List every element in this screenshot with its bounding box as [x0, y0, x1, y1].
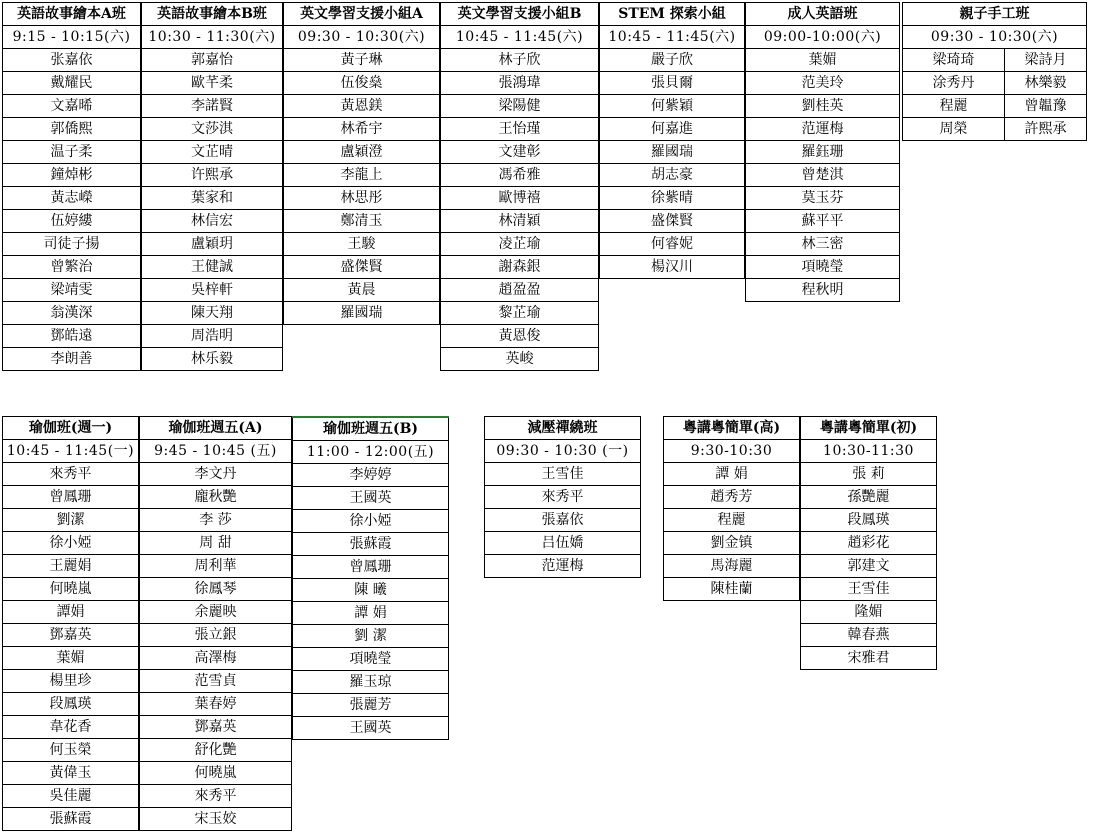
- student-name: 來秀平: [3, 463, 139, 486]
- student-name: 林思彤: [284, 187, 440, 210]
- student-name: 程秋明: [746, 279, 900, 302]
- student-name: 楊汉川: [600, 256, 745, 279]
- student-name: 高澤梅: [140, 647, 292, 670]
- student-name: 林信宏: [142, 210, 283, 233]
- student-name: 鄭清玉: [284, 210, 440, 233]
- student-name: 張貝爾: [600, 72, 745, 95]
- student-name: 胡志豪: [600, 164, 745, 187]
- student-name: 宋雅君: [801, 647, 937, 670]
- student-name: 周浩明: [142, 325, 283, 348]
- student-name: 司徒子揚: [3, 233, 141, 256]
- student-name: 余麗映: [140, 601, 292, 624]
- student-name: 鐘焯彬: [3, 164, 141, 187]
- student-name: 李文丹: [140, 463, 292, 486]
- student-name: 凌芷瑜: [441, 233, 599, 256]
- student-name: 趙彩花: [801, 532, 937, 555]
- student-name: 许熙承: [142, 164, 283, 187]
- student-name: 林樂毅: [1005, 72, 1087, 95]
- class-title: 親子手工班: [903, 3, 1087, 26]
- class-time: 10:45 - 11:45(六): [441, 26, 599, 49]
- student-name: 韓春燕: [801, 624, 937, 647]
- student-name: 林清穎: [441, 210, 599, 233]
- student-name: 文芷晴: [142, 141, 283, 164]
- student-name: 李朗善: [3, 348, 141, 371]
- class-title: 英文學習支援小組B: [441, 3, 599, 26]
- student-name: 梁靖雯: [3, 279, 141, 302]
- student-name: 趙秀芳: [664, 486, 800, 509]
- student-name: 翁漢深: [3, 302, 141, 325]
- student-name: 張立銀: [140, 624, 292, 647]
- table-class-top-3: [440, 2, 599, 371]
- student-name: 梁詩月: [1005, 49, 1087, 72]
- student-name: 何嘉進: [600, 118, 745, 141]
- student-name: 王國英: [293, 717, 449, 740]
- student-name: 蘇平平: [746, 210, 900, 233]
- student-name: 張鴻瑋: [441, 72, 599, 95]
- student-name: 鄧皓遠: [3, 325, 141, 348]
- student-name: 來秀平: [485, 486, 641, 509]
- student-name: 何曉嵐: [3, 578, 139, 601]
- student-name: 張蘇霞: [3, 808, 139, 831]
- student-name: 張 莉: [801, 463, 937, 486]
- student-name: 葉媚: [746, 49, 900, 72]
- class-title: 瑜伽班週五(A): [140, 417, 292, 440]
- student-name: 郭嘉怡: [142, 49, 283, 72]
- student-name: 林希宇: [284, 118, 440, 141]
- student-name: 吕伍嬌: [485, 532, 641, 555]
- student-name: 龐秋艷: [140, 486, 292, 509]
- table-class-top-0: [2, 2, 141, 371]
- table-class-bottom-1: [139, 416, 292, 831]
- student-name: 周 甜: [140, 532, 292, 555]
- student-name: 温子柔: [3, 141, 141, 164]
- student-name: 盛傑賢: [284, 256, 440, 279]
- class-title: 英文學習支援小組A: [284, 3, 440, 26]
- student-name: 范美玲: [746, 72, 900, 95]
- student-name: 鄧嘉英: [140, 716, 292, 739]
- student-name: 莫玉芬: [746, 187, 900, 210]
- student-name: 謝森銀: [441, 256, 599, 279]
- student-name: 陳天翔: [142, 302, 283, 325]
- student-name: 黃志嶸: [3, 187, 141, 210]
- table-class-top-2: [283, 2, 440, 325]
- student-name: 鄧嘉英: [3, 624, 139, 647]
- student-name: 馬海麗: [664, 555, 800, 578]
- student-name: 劉潔: [3, 509, 139, 532]
- student-name: 宋玉姣: [140, 808, 292, 831]
- student-name: 韋花香: [3, 716, 139, 739]
- student-name: 梁陽健: [441, 95, 599, 118]
- student-name: 黃子琳: [284, 49, 440, 72]
- student-name: 曾繁治: [3, 256, 141, 279]
- student-name: 段鳳瑛: [801, 509, 937, 532]
- student-name: 郭建文: [801, 555, 937, 578]
- student-name: 盛傑賢: [600, 210, 745, 233]
- student-name: 徐鳳琴: [140, 578, 292, 601]
- class-title: 減壓禪繞班: [485, 417, 641, 440]
- student-name: 歐博禧: [441, 187, 599, 210]
- student-name: 來秀平: [140, 785, 292, 808]
- table-class-bottom-0: [2, 416, 139, 831]
- student-name: 舒化艷: [140, 739, 292, 762]
- student-name: 項曉瑩: [293, 648, 449, 671]
- student-name: 徐小婭: [3, 532, 139, 555]
- class-time: 9:30-10:30: [664, 440, 800, 463]
- student-name: 何曉嵐: [140, 762, 292, 785]
- student-name: 盧穎澄: [284, 141, 440, 164]
- student-name: 程麗: [903, 95, 1005, 118]
- student-name: 吳佳麗: [3, 785, 139, 808]
- student-name: 范雪貞: [140, 670, 292, 693]
- student-name: 王國英: [293, 487, 449, 510]
- student-name: 劉金镇: [664, 532, 800, 555]
- student-name: 伍俊燊: [284, 72, 440, 95]
- student-name: 段鳳瑛: [3, 693, 139, 716]
- table-class-bottom-2: [292, 416, 449, 740]
- student-name: 羅國瑞: [284, 302, 440, 325]
- student-name: 劉桂英: [746, 95, 900, 118]
- class-time: 10:30-11:30: [801, 440, 937, 463]
- student-name: 葉春婷: [140, 693, 292, 716]
- student-name: 曾韞豫: [1005, 95, 1087, 118]
- student-name: 陳 曦: [293, 579, 449, 602]
- student-name: 文建彰: [441, 141, 599, 164]
- student-name: 嚴子欣: [600, 49, 745, 72]
- class-time: 11:00 - 12:00(五): [293, 441, 449, 464]
- student-name: 周榮: [903, 118, 1005, 141]
- student-name: 英峻: [441, 348, 599, 371]
- class-title: STEM 探索小組: [600, 3, 745, 26]
- student-name: 李 莎: [140, 509, 292, 532]
- student-name: 許熙承: [1005, 118, 1087, 141]
- student-name: 黃晨: [284, 279, 440, 302]
- student-name: 梁琦琦: [903, 49, 1005, 72]
- student-name: 葉媚: [3, 647, 139, 670]
- student-name: 羅國瑞: [600, 141, 745, 164]
- student-name: 何玉榮: [3, 739, 139, 762]
- table-class-top-5: [745, 2, 900, 302]
- student-name: 周利華: [140, 555, 292, 578]
- student-name: 戴耀民: [3, 72, 141, 95]
- student-name: 李諾賢: [142, 95, 283, 118]
- student-name: 盧穎玥: [142, 233, 283, 256]
- student-name: 黃恩俊: [441, 325, 599, 348]
- student-name: 林三密: [746, 233, 900, 256]
- class-title: 英語故事繪本A班: [3, 3, 141, 26]
- student-name: 曾鳳珊: [293, 556, 449, 579]
- student-name: 孫艷麗: [801, 486, 937, 509]
- class-title: 英語故事繪本B班: [142, 3, 283, 26]
- class-time: 10:45 - 11:45(一): [3, 440, 139, 463]
- table-class-bottom-4: [663, 416, 800, 601]
- class-time: 9:15 - 10:15(六): [3, 26, 141, 49]
- student-name: 黃偉玉: [3, 762, 139, 785]
- class-time: 09:30 - 10:30(六): [284, 26, 440, 49]
- student-name: 曾楚淇: [746, 164, 900, 187]
- student-name: 何紫穎: [600, 95, 745, 118]
- student-name: 王怡瑾: [441, 118, 599, 141]
- student-name: 程麗: [664, 509, 800, 532]
- class-time: 09:30 - 10:30(六): [903, 26, 1087, 49]
- table-craft-class: [902, 2, 1087, 141]
- class-title: 瑜伽班週五(B): [293, 417, 449, 441]
- student-name: 徐紫晴: [600, 187, 745, 210]
- student-name: 黎芷瑜: [441, 302, 599, 325]
- table-class-top-4: [599, 2, 745, 279]
- class-title: 成人英語班: [746, 3, 900, 26]
- student-name: 葉家和: [142, 187, 283, 210]
- student-name: 徐小婭: [293, 510, 449, 533]
- class-time: 10:45 - 11:45(六): [600, 26, 745, 49]
- student-name: 張麗芳: [293, 694, 449, 717]
- student-name: 范運梅: [746, 118, 900, 141]
- student-name: 张嘉依: [3, 49, 141, 72]
- student-name: 曾鳳珊: [3, 486, 139, 509]
- student-name: 林子欣: [441, 49, 599, 72]
- student-name: 王健誠: [142, 256, 283, 279]
- student-name: 劉 潔: [293, 625, 449, 648]
- student-name: 項曉瑩: [746, 256, 900, 279]
- student-name: 羅鈺珊: [746, 141, 900, 164]
- student-name: 譚娟: [3, 601, 139, 624]
- student-name: 譚 娟: [664, 463, 800, 486]
- table-class-top-1: [141, 2, 283, 371]
- class-time: 9:45 - 10:45 (五): [140, 440, 292, 463]
- class-time: 09:30 - 10:30 (一): [485, 440, 641, 463]
- student-name: 譚 娟: [293, 602, 449, 625]
- student-name: 隆媚: [801, 601, 937, 624]
- student-name: 王雪佳: [485, 463, 641, 486]
- student-name: 馮希雅: [441, 164, 599, 187]
- student-name: 李婷婷: [293, 464, 449, 487]
- student-name: 張嘉依: [485, 509, 641, 532]
- student-name: 王雪佳: [801, 578, 937, 601]
- student-name: 何睿妮: [600, 233, 745, 256]
- student-name: 范運梅: [485, 555, 641, 578]
- student-name: 陳桂蘭: [664, 578, 800, 601]
- class-time: 10:30 - 11:30(六): [142, 26, 283, 49]
- student-name: 文嘉晞: [3, 95, 141, 118]
- student-name: 黃恩鎂: [284, 95, 440, 118]
- student-name: 伍婷縷: [3, 210, 141, 233]
- student-name: 楊里珍: [3, 670, 139, 693]
- student-name: 郭僑熙: [3, 118, 141, 141]
- student-name: 文莎淇: [142, 118, 283, 141]
- student-name: 王駿: [284, 233, 440, 256]
- table-class-bottom-3: [484, 416, 641, 578]
- class-title: 瑜伽班(週一): [3, 417, 139, 440]
- student-name: 吳梓軒: [142, 279, 283, 302]
- student-name: 張蘇霞: [293, 533, 449, 556]
- student-name: 李龍上: [284, 164, 440, 187]
- table-class-bottom-5: [800, 416, 937, 670]
- class-time: 09:00-10:00(六): [746, 26, 900, 49]
- class-title: 粵講粵簡單(高): [664, 417, 800, 440]
- student-name: 涂秀丹: [903, 72, 1005, 95]
- student-name: 王麗娟: [3, 555, 139, 578]
- class-title: 粵講粵簡單(初): [801, 417, 937, 440]
- student-name: 林乐毅: [142, 348, 283, 371]
- student-name: 趙盈盈: [441, 279, 599, 302]
- student-name: 羅玉琼: [293, 671, 449, 694]
- student-name: 歐芊柔: [142, 72, 283, 95]
